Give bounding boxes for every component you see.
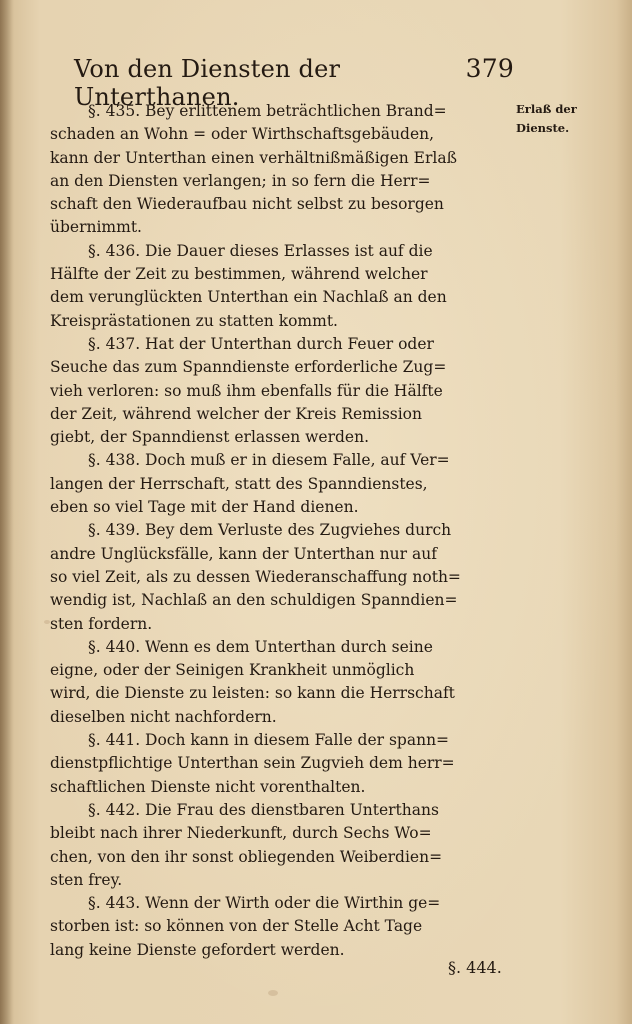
text-line: Seuche das zum Spanndienste erforderliche Zug=: [50, 358, 447, 377]
page-gutter-shadow: [0, 0, 14, 1024]
text-line: bleibt nach ihrer Niederkunft, durch Sechs Wo=: [50, 824, 432, 843]
text-line: Hälfte der Zeit zu bestimmen, während welcher: [50, 265, 428, 284]
text-line: eigne, oder der Seinigen Krankheit unmöglich: [50, 661, 415, 680]
text-line: schaden an Wohn = oder Wirthschaftsgebäuden,: [50, 125, 435, 144]
text-line: §. 435. Bey erlittenem beträchtlichen Brand=: [88, 102, 447, 120]
body-text: [50, 100, 518, 962]
text-line: Kreisprästationen zu statten kommt.: [50, 311, 338, 330]
text-line: wird, die Dienste zu leisten: so kann die Herrschaft: [50, 684, 455, 703]
text-line: so viel Zeit, als zu dessen Wiederanschaffung noth=: [50, 567, 461, 586]
text-line: vieh verloren: so muß ihm ebenfalls für die Hälfte: [50, 381, 443, 400]
paragraph-439: [50, 519, 518, 635]
text-line: §. 442. Die Frau des dienstbaren Unterthans: [88, 800, 439, 819]
text-line: storben ist: so können von der Stelle Acht Tage: [50, 917, 423, 936]
text-line: andre Unglücksfälle, kann der Unterthan nur auf: [50, 544, 437, 563]
paragraph-441: [50, 729, 518, 799]
text-line: §. 441. Doch kann in diesem Falle der spann=: [88, 731, 450, 750]
text-line: der Zeit, während welcher der Kreis Remission: [50, 404, 422, 423]
text-line: §. 438. Doch muß er in diesem Falle, auf Ver=: [88, 451, 450, 470]
paper-stain: [268, 990, 278, 996]
text-line: §. 443. Wenn der Wirth oder die Wirthin ge=: [88, 894, 441, 913]
text-line: dienstpflichtige Unterthan sein Zugvieh dem herr=: [50, 754, 455, 773]
text-line: übernimmt.: [50, 218, 142, 237]
running-title: Von den Diensten der Unterthanen.: [74, 55, 341, 111]
text-line: dem verunglückten Unterthan ein Nachlaß an den: [50, 288, 447, 307]
paragraph-443: [50, 892, 518, 962]
text-line: sten fordern.: [50, 614, 153, 633]
catchword: §. 444.: [448, 958, 502, 977]
text-line: §. 437. Hat der Unterthan durch Feuer oder: [88, 334, 434, 353]
text-line: kann der Unterthan einen verhältnißmäßigen Erlaß: [50, 148, 457, 167]
text-line: §. 436. Die Dauer dieses Erlasses ist auf die: [88, 241, 433, 260]
text-line: §. 439. Bey dem Verluste des Zugviehes durch: [88, 521, 452, 540]
margin-note: [516, 100, 592, 138]
paragraph-435: [50, 100, 518, 240]
text-line: schaft den Wiederaufbau nicht selbst zu besorgen: [50, 195, 444, 214]
paragraph-436: [50, 240, 518, 333]
page-number: 379: [465, 54, 514, 83]
text-line: an den Diensten verlangen; in so fern die Herr=: [50, 171, 431, 190]
text-line: eben so viel Tage mit der Hand dienen.: [50, 498, 359, 517]
paragraph-440: [50, 636, 518, 729]
paragraph-438: [50, 449, 518, 519]
text-line: chen, von den ihr sonst obliegenden Weiberdien=: [50, 847, 443, 866]
paragraph-442: [50, 799, 518, 892]
margin-note-line: Dienste.: [516, 121, 570, 135]
paragraph-437: [50, 333, 518, 449]
text-line: sten frey.: [50, 870, 123, 889]
text-line: schaftlichen Dienste nicht vorenthalten.: [50, 777, 366, 796]
text-line: dieselben nicht nachfordern.: [50, 707, 277, 726]
text-line: wendig ist, Nachlaß an den schuldigen Spanndien=: [50, 591, 458, 610]
text-line: giebt, der Spanndienst erlassen werden.: [50, 428, 370, 447]
text-line: lang keine Dienste gefordert werden.: [50, 940, 345, 959]
text-line: §. 440. Wenn es dem Unterthan durch seine: [88, 637, 433, 656]
text-line: langen der Herrschaft, statt des Spanndienstes,: [50, 474, 428, 493]
margin-note-line: Erlaß der: [516, 102, 577, 116]
